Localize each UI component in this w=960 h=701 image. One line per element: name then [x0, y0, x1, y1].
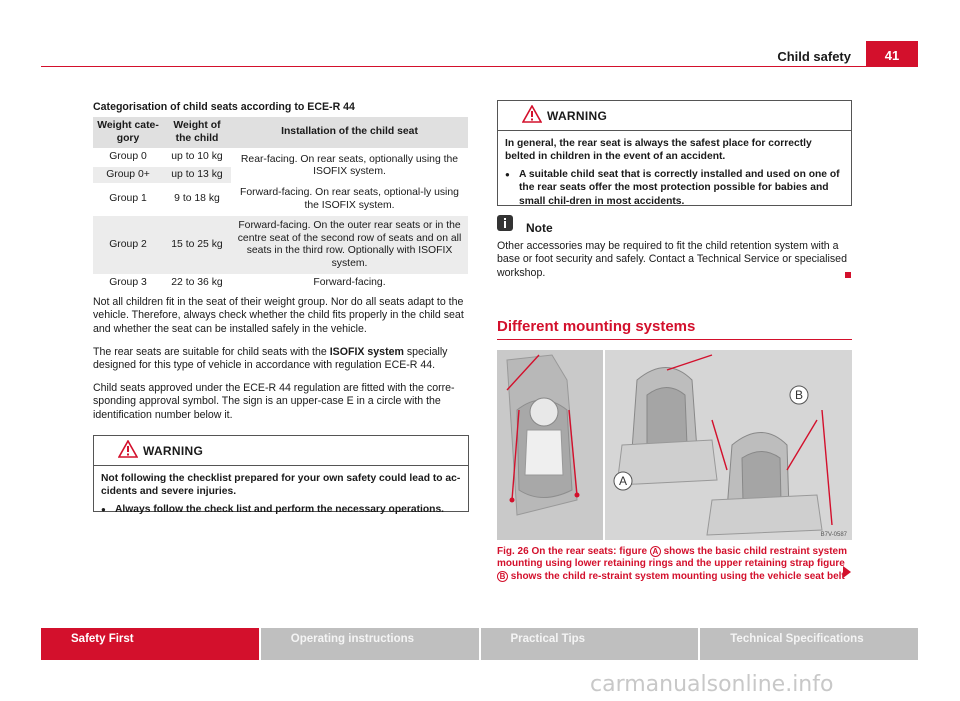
section-header-title: Child safety	[777, 49, 851, 64]
warning-header	[94, 436, 468, 466]
caption-ref-a: A	[650, 546, 661, 557]
table-header-category: Weight cate-gory	[93, 117, 163, 149]
caption-middle: shows the basic child restraint system mounting using lower retaining rings and the upper retaining strap figure	[497, 546, 848, 570]
isofix-text-before: The rear seats are suitable for child seats with the	[93, 346, 330, 358]
warning-body	[498, 131, 851, 214]
tab-operating-instructions[interactable]: Operating instructions	[261, 628, 479, 660]
warning-box-rear-seat	[497, 100, 852, 206]
cell-installation: Forward-facing. On the outer rear seats or in the centre seat of the second row of seats and on all seats in the third row. Optionally with ISOFIX system.	[231, 216, 468, 275]
note-icon	[497, 215, 513, 231]
caption-ref-b: B	[497, 571, 508, 582]
cell-installation: Forward-facing. On rear seats, optional-ly using the ISOFIX system.	[240, 187, 459, 211]
figure-label-b: B	[794, 388, 804, 402]
figure-mounting-systems	[497, 350, 852, 540]
note-label: Note	[526, 221, 553, 235]
tab-safety-first[interactable]: Safety First	[41, 628, 259, 660]
cell-weight: up to 10 kg	[171, 151, 223, 162]
warning-label: WARNING	[547, 109, 608, 123]
cell-category: Group 0	[109, 151, 147, 162]
table-title: Categorisation of child seats according to ECE-R 44	[93, 101, 355, 113]
table-header-row	[93, 117, 468, 149]
mounting-illustration	[497, 350, 852, 540]
child-seat-table	[93, 117, 468, 293]
section-rule	[497, 339, 852, 340]
watermark: carmanualsonline.info	[590, 672, 834, 697]
caption-prefix: Fig. 26 On the rear seats: figure	[497, 546, 650, 557]
warning-label: WARNING	[143, 444, 204, 458]
warning-text: Not following the checklist prepared for your own safety could lead to ac-cidents and severe injuries.	[101, 473, 461, 498]
cell-installation: Rear-facing. On rear seats, optionally using the ISOFIX system.	[240, 153, 459, 177]
cell-category: Group 2	[93, 216, 163, 275]
end-of-section-marker	[845, 272, 851, 278]
caption-suffix: shows the child re-straint system mounting using the vehicle seat belt	[508, 570, 845, 582]
table-row	[93, 275, 468, 293]
table-row	[93, 149, 468, 167]
warning-header	[498, 101, 851, 131]
warning-bullet: ● Always follow the check list and perform the necessary operations.	[101, 503, 461, 516]
warning-body	[94, 466, 468, 522]
isofix-text-after: specially designed for this type of vehicle in accordance with regulation ECE-R 44.	[93, 346, 448, 372]
table-row	[93, 216, 468, 275]
figure-label-a: A	[618, 474, 628, 488]
warning-text: In general, the rear seat is always the safest place for correctly belted in children in the event of an accident.	[505, 138, 812, 163]
paragraph-fit: Not all children fit in the seat of their weight group. Nor do all seats adapt to the vehicle. Therefore, always check whether the child fits properly in the child seat and whether the seat can be installed safely in the vehicle.	[93, 296, 464, 335]
tab-technical-specifications[interactable]: Technical Specifications	[700, 628, 918, 660]
cell-weight: 22 to 36 kg	[171, 277, 223, 288]
paragraph-isofix	[93, 346, 469, 373]
cell-weight: 15 to 25 kg	[163, 216, 231, 275]
table-header-installation: Installation of the child seat	[231, 117, 468, 149]
warning-box-checklist	[93, 435, 469, 515]
isofix-text-bold: ISOFIX system	[329, 346, 404, 358]
note-text: Other accessories may be required to fit the child retention system with a base or foot security and safely. Contact a Technical Service or specialised workshop.	[497, 240, 847, 279]
cell-weight: up to 13 kg	[163, 166, 231, 184]
cell-installation: Forward-facing.	[313, 277, 386, 288]
cell-category: Group 0+	[93, 166, 163, 184]
figure-code: B7V-0587	[820, 532, 847, 538]
figure-caption	[497, 546, 852, 583]
paragraph-approval: Child seats approved under the ECE-R 44 regulation are fitted with the corre-sponding approval symbol. The sign is an upper-case E in a circle with the identification number below it.	[93, 382, 455, 421]
header-rule	[41, 66, 918, 67]
table-row	[93, 184, 468, 216]
warning-bullet: ● A suitable child seat that is correctly installed and used on one of the rear seats offer the most protection possible for babies and small chil-dren in most accidents.	[505, 168, 844, 208]
warning-triangle-icon	[522, 105, 542, 123]
continue-arrow-icon	[843, 566, 851, 578]
tab-practical-tips[interactable]: Practical Tips	[481, 628, 699, 660]
cell-category: Group 1	[109, 193, 147, 205]
cell-weight: 9 to 18 kg	[174, 193, 220, 205]
cell-category: Group 3	[109, 277, 147, 288]
section-title: Different mounting systems	[497, 318, 696, 335]
warning-triangle-icon	[118, 440, 138, 458]
footer-nav	[41, 628, 918, 660]
table-header-weight: Weight of the child	[163, 117, 231, 149]
page-number: 41	[866, 41, 918, 67]
